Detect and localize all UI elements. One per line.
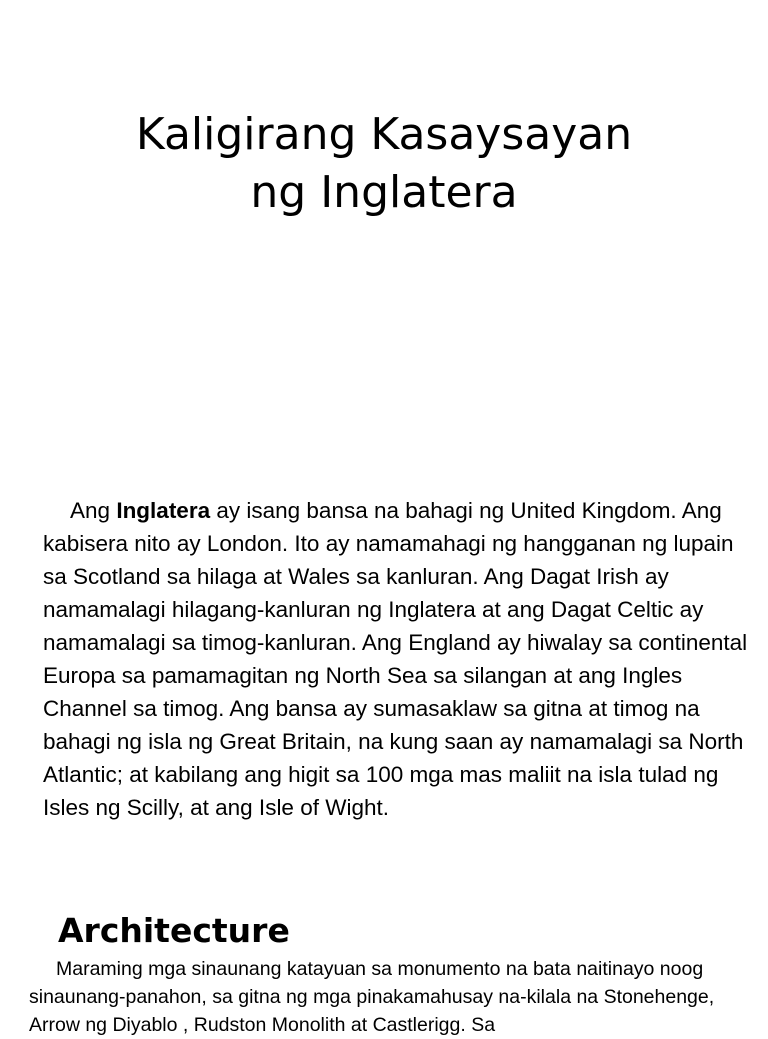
title-line-2: ng Inglatera — [250, 167, 518, 218]
section-heading-architecture: Architecture — [58, 911, 290, 950]
intro-lead: Ang — [70, 498, 111, 523]
intro-paragraph — [43, 494, 755, 824]
intro-text: ay isang bansa na bahagi ng United Kingdom. Ang kabisera nito ay London. Ito ay namamahagi ng hangganan ng lupain sa Scotland sa hilaga at Wales sa kanluran. Ang Dagat Irish ay namamalagi hilagang-kanluran ng Inglatera at ang Dagat Celtic ay namamalagi sa timog-kanluran. Ang England ay hiwalay sa continental Europa sa pamamagitan ng North Sea sa silangan at ang Ingles Channel sa timog. Ang bansa ay sumasaklaw sa gitna at timog na bahagi ng isla ng Great Britain, na kung saan ay namamalagi sa North Atlantic; at kabilang ang higit sa 100 mga mas maliit na isla tulad ng Isles ng Scilly, at ang Isle of Wight. — [43, 498, 748, 820]
intro-bold-term: Inglatera — [116, 498, 211, 523]
page-title — [0, 106, 768, 222]
architecture-paragraph: Maraming mga sinaunang katayuan sa monumento na bata naitinayo noog sinaunang-panahon, sa gitna ng mga pinakamahusay na-kilala na Stonehenge, Arrow ng Diyablo , Rudston Monolith at Castlerigg. Sa — [29, 958, 715, 1036]
title-line-1: Kaligirang Kasaysayan — [135, 109, 633, 160]
